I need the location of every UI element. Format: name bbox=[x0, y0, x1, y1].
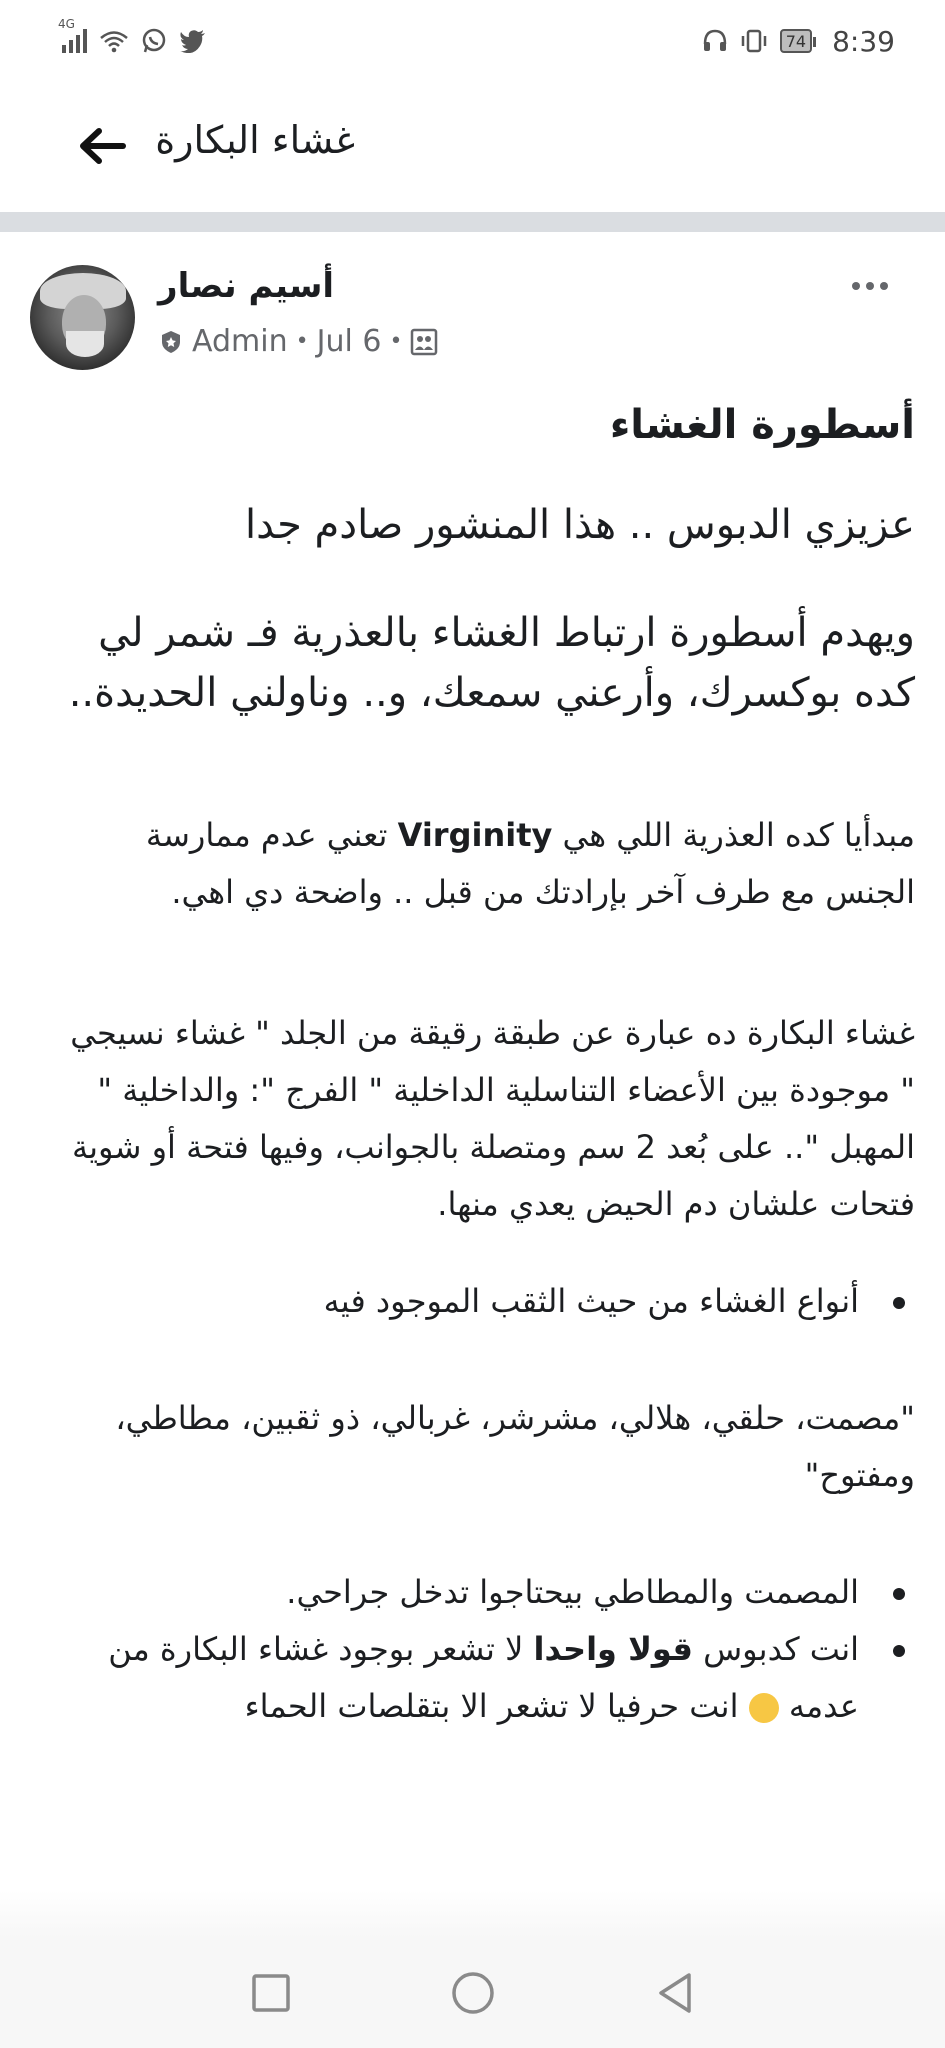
paragraph-virginity: مبدأيا كده العذرية اللي هي Virginity تعني عدم ممارسة الجنس مع طرف آخر بإرادتك من قبل .. واضحة دي اهي. bbox=[145, 816, 915, 911]
back-icon[interactable] bbox=[655, 1971, 695, 2015]
meta-separator: • bbox=[389, 329, 403, 354]
paragraph-types: "مصمت، حلقي، هلالي، مشرشر، غربالي، ذو ثقبين، مطاطي، ومفتوح" bbox=[115, 1399, 915, 1494]
avatar[interactable] bbox=[30, 265, 135, 370]
signal-icon bbox=[58, 17, 87, 53]
status-bar bbox=[0, 0, 945, 82]
whatsapp-icon bbox=[141, 28, 167, 54]
system-nav-bar bbox=[0, 1938, 945, 2048]
title-bar bbox=[0, 82, 945, 212]
page-title: غشاء البكارة bbox=[155, 118, 355, 162]
section-divider bbox=[0, 212, 945, 232]
post-meta bbox=[158, 324, 438, 359]
content-fade bbox=[0, 1890, 945, 1938]
twitter-icon bbox=[179, 29, 207, 53]
post-date[interactable]: Jul 6 bbox=[316, 324, 382, 359]
wifi-icon bbox=[99, 29, 129, 53]
recent-apps-icon[interactable] bbox=[251, 1973, 291, 2013]
bullet-item: المصمت والمطاطي بيحتاجوا تدخل جراحي. bbox=[60, 1564, 915, 1621]
status-left bbox=[58, 17, 207, 54]
post-body bbox=[60, 395, 915, 1735]
more-options-icon[interactable] bbox=[852, 282, 888, 290]
clock: 8:39 bbox=[832, 24, 895, 58]
post-intro-line: عزيزي الدبوس .. هذا المنشور صادم جدا bbox=[244, 502, 915, 548]
vibrate-icon bbox=[740, 28, 768, 54]
bullet-item: أنواع الغشاء من حيث الثقب الموجود فيه bbox=[60, 1273, 915, 1330]
bullet-item: انت كدبوس قولا واحدا لا تشعر بوجود غشاء البكارة من عدمه انت حرفيا لا تشعر الا بتقلصات الحماء bbox=[60, 1621, 915, 1735]
network-type: 4G bbox=[58, 17, 75, 31]
role-label: Admin bbox=[192, 324, 288, 359]
worried-face-icon bbox=[749, 1693, 779, 1723]
headset-icon bbox=[702, 28, 728, 54]
battery-icon: 74 bbox=[780, 29, 812, 53]
admin-badge-icon bbox=[158, 329, 184, 355]
post-intro-paragraph: ويهدم أسطورة ارتباط الغشاء بالعذرية فـ شمر لي كده بوكسرك، وأرعني سمعك، و.. وناولني الحديدة.. bbox=[68, 610, 915, 716]
group-privacy-icon bbox=[410, 328, 438, 356]
post-title: أسطورة الغشاء bbox=[609, 402, 915, 448]
meta-separator: • bbox=[295, 329, 309, 354]
home-icon[interactable] bbox=[451, 1971, 495, 2015]
author-name[interactable]: أسيم نصار bbox=[158, 266, 335, 306]
back-arrow-icon[interactable] bbox=[77, 126, 127, 166]
status-right bbox=[702, 25, 895, 58]
paragraph-hymen: غشاء البكارة ده عبارة عن طبقة رقيقة من الجلد " غشاء نسيجي " موجودة بين الأعضاء التناسلية الداخلية " الفرج ": والداخلية " المهبل ".. على بُعد 2 سم ومتصلة بالجوانب، وفيها فتحة أو شوية فتحات علشان دم الحيض يعدي منها. bbox=[70, 1014, 915, 1223]
